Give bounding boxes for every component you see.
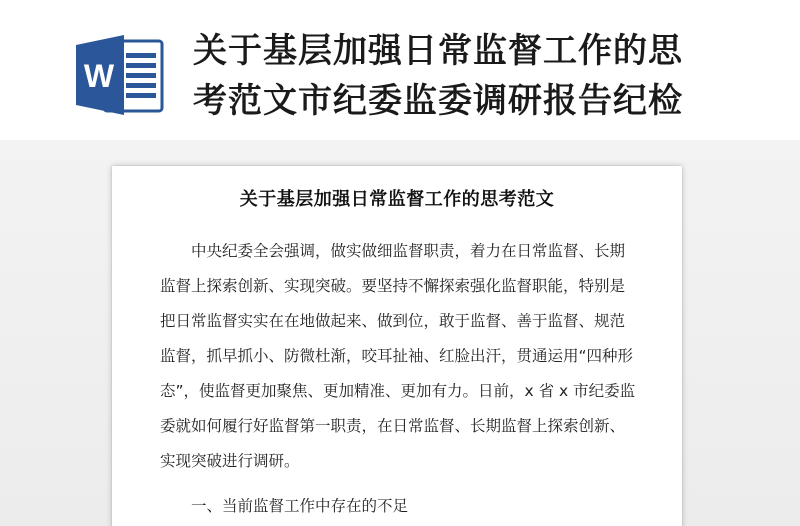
paragraph-line: 把日常监督实实在在地做起来、做到位，敢于监督、善于监督、规范: [160, 312, 626, 330]
paragraph-line: 中央纪委全会强调，做实做细监督职责，着力在日常监督、长期: [191, 242, 626, 260]
paragraph-line: 委就如何履行好监督第一职责，在日常监督、长期监督上探索创新、: [160, 417, 626, 435]
body-paragraph: [160, 234, 646, 479]
document-title-line-1: 关于基层加强日常监督工作的思: [193, 31, 683, 71]
word-document-icon: [74, 33, 164, 117]
word-icon-letter: W: [83, 58, 115, 94]
paragraph-line: 实现突破进行调研。: [160, 452, 300, 470]
page-heading: 关于基层加强日常监督工作的思考范文: [239, 189, 555, 210]
section-heading: 一、当前监督工作中存在的不足: [191, 497, 409, 515]
paragraph-line: 监督上探索创新、实现突破。要坚持不懈探索强化监督职能，特别是: [160, 277, 626, 295]
paragraph-line: 态”，使监督更加聚焦、更加精准、更加有力。日前，x 省 x 市纪委监: [160, 382, 636, 400]
header: [0, 0, 800, 140]
document-title-line-2: 考范文市纪委监委调研报告纪检: [193, 81, 683, 121]
paragraph-line: 监督，抓早抓小、防微杜渐，咬耳扯袖、红脸出汗，贯通运用“四种形: [160, 347, 634, 365]
document-title: [193, 26, 783, 126]
document-page: [112, 166, 682, 526]
